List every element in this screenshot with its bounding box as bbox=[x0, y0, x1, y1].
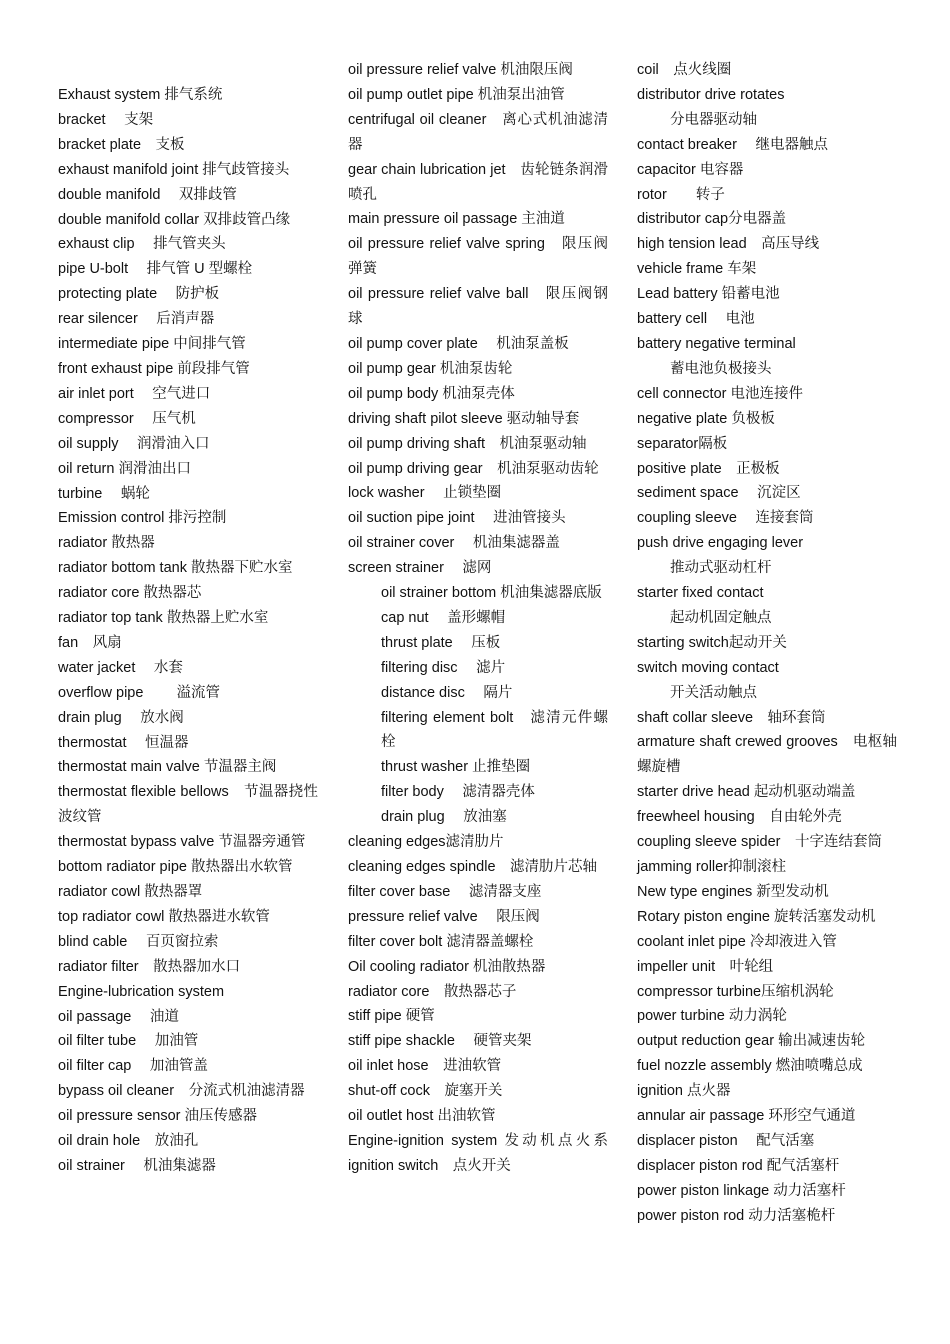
glossary-entry: filtering disc 滤片 bbox=[381, 659, 506, 676]
glossary-entry: distance disc 隔片 bbox=[381, 684, 513, 701]
glossary-entry: filter body 滤清器壳体 bbox=[381, 784, 535, 801]
glossary-entry: displacer piston rod 配气活塞杆 bbox=[637, 1157, 840, 1174]
glossary-entry: intermediate pipe 中间排气管 bbox=[58, 336, 246, 353]
glossary-entry: drain plug 放油塞 bbox=[381, 809, 507, 826]
glossary-entry: cell connector 电池连接件 bbox=[637, 385, 803, 402]
glossary-entry: cleaning edges滤清肋片 bbox=[348, 834, 504, 851]
glossary-entry: output reduction gear 输出减速齿轮 bbox=[637, 1033, 866, 1050]
glossary-entry: 推动式驱动杠杆 bbox=[670, 560, 772, 577]
glossary-entry: power piston linkage 动力活塞杆 bbox=[637, 1182, 846, 1199]
glossary-entry: Rotary piston engine 旋转活塞发动机 bbox=[637, 908, 876, 925]
glossary-entry: double manifold 双排歧管 bbox=[58, 186, 237, 203]
glossary-entry: oil supply 润滑油入口 bbox=[58, 435, 210, 452]
glossary-entry: fan 风扇 bbox=[58, 634, 122, 651]
glossary-entry: oil filter tube 加油管 bbox=[58, 1033, 199, 1050]
glossary-entry: rear silencer 后消声器 bbox=[58, 311, 215, 328]
glossary-entry: oil filter cap 加油管盖 bbox=[58, 1058, 208, 1075]
glossary-entry: rotor 转子 bbox=[637, 186, 725, 203]
glossary-entry: turbine 蜗轮 bbox=[58, 485, 150, 502]
glossary-entry: compressor turbine压缩机涡轮 bbox=[637, 983, 834, 1000]
glossary-entry: thermostat bypass valve 节温器旁通管 bbox=[58, 834, 306, 851]
glossary-column-3 bbox=[637, 58, 897, 1229]
glossary-entry: 开关活动触点 bbox=[670, 684, 757, 701]
glossary-entry: screen strainer 滤网 bbox=[348, 560, 492, 577]
glossary-entry: power piston rod 动力活塞桅杆 bbox=[637, 1207, 836, 1224]
glossary-entry: double manifold collar 双排歧管凸缘 bbox=[58, 211, 291, 228]
glossary-entry: filtering element bolt 滤清元件螺栓 bbox=[381, 709, 608, 751]
glossary-entry: Exhaust system 排气系统 bbox=[58, 87, 223, 103]
glossary-entry: push drive engaging lever bbox=[637, 535, 804, 552]
glossary-entry: oil pressure relief valve spring 限压阀弹簧 bbox=[348, 236, 608, 278]
glossary-entry: radiator 散热器 bbox=[58, 535, 155, 552]
glossary-entry: filter cover bolt 滤清器盖螺栓 bbox=[348, 933, 534, 950]
glossary-entry: oil suction pipe joint 进油管接头 bbox=[348, 510, 566, 527]
glossary-entry: thrust washer 止推垫圈 bbox=[381, 759, 531, 776]
glossary-entry: oil pump driving shaft 机油泵驱动轴 bbox=[348, 435, 587, 452]
glossary-entry: oil strainer cover 机油集滤器盖 bbox=[348, 535, 560, 552]
glossary-entry: positive plate 正极板 bbox=[637, 460, 780, 477]
glossary-entry: oil return 润滑油出口 bbox=[58, 460, 191, 477]
glossary-entry: 蓄电池负极接头 bbox=[670, 360, 772, 377]
glossary-entry: sediment space 沉淀区 bbox=[637, 485, 801, 502]
glossary-entry: shut-off cock 旋塞开关 bbox=[348, 1083, 503, 1100]
glossary-entry: thermostat main valve 节温器主阀 bbox=[58, 759, 277, 776]
glossary-entry: radiator cowl 散热器罩 bbox=[58, 884, 203, 900]
glossary-column-1 bbox=[58, 83, 318, 1179]
glossary-entry: oil pressure relief valve 机油限压阀 bbox=[348, 62, 573, 78]
glossary-entry: thermostat 恒温器 bbox=[58, 734, 189, 751]
glossary-entry: cleaning edges spindle 滤清肋片芯轴 bbox=[348, 859, 598, 875]
glossary-entry: radiator bottom tank 散热器下贮水室 bbox=[58, 560, 293, 577]
glossary-entry: bypass oil cleaner 分流式机油滤清器 bbox=[58, 1083, 305, 1100]
glossary-entry: thermostat flexible bellows 节温器挠性波纹管 bbox=[58, 784, 318, 826]
glossary-entry: oil strainer 机油集滤器 bbox=[58, 1157, 216, 1174]
glossary-entry: air inlet port 空气进口 bbox=[58, 385, 211, 402]
glossary-entry: capacitor 电容器 bbox=[637, 161, 744, 178]
glossary-entry: Emission control 排污控制 bbox=[58, 510, 227, 527]
glossary-entry: radiator core 散热器芯 bbox=[58, 585, 202, 602]
glossary-entry: exhaust clip 排气管夹头 bbox=[58, 236, 226, 253]
glossary-entry: oil strainer bottom 机油集滤器底版 bbox=[381, 585, 602, 602]
glossary-entry: coupling sleeve 连接套筒 bbox=[637, 510, 814, 527]
glossary-entry: gear chain lubrication jet 齿轮链条润滑喷孔 bbox=[348, 161, 608, 203]
glossary-entry: 起动机固定触点 bbox=[670, 609, 772, 626]
glossary-entry: oil pump gear 机油泵齿轮 bbox=[348, 360, 513, 377]
glossary-entry: distributor drive rotates bbox=[637, 86, 785, 103]
glossary-entry: ignition 点火器 bbox=[637, 1083, 731, 1100]
glossary-entry: battery negative terminal bbox=[637, 335, 796, 352]
glossary-entry: Engine-lubrication system bbox=[58, 983, 225, 1000]
glossary-entry: oil pump outlet pipe 机油泵出油管 bbox=[348, 86, 565, 103]
glossary-entry: switch moving contact bbox=[637, 659, 779, 676]
glossary-entry: annular air passage 环形空气通道 bbox=[637, 1108, 856, 1125]
glossary-entry: oil drain hole 放油孔 bbox=[58, 1133, 199, 1150]
glossary-entry: thrust plate 压板 bbox=[381, 634, 501, 651]
glossary-entry: coil 点火线圈 bbox=[637, 62, 732, 78]
glossary-entry: Oil cooling radiator 机油散热器 bbox=[348, 958, 546, 975]
glossary-entry: bracket plate 支板 bbox=[58, 136, 185, 153]
glossary-entry: starter fixed contact bbox=[637, 585, 764, 602]
glossary-entry: oil pump driving gear 机油泵驱动齿轮 bbox=[348, 460, 599, 477]
glossary-entry: compressor 压气机 bbox=[58, 410, 196, 427]
glossary-entry: oil pump cover plate 机油泵盖板 bbox=[348, 335, 569, 352]
glossary-entry: starting switch起动开关 bbox=[637, 634, 787, 651]
glossary-entry: starter drive head 起动机驱动端盖 bbox=[637, 784, 856, 801]
glossary-column-2 bbox=[348, 58, 608, 1179]
glossary-entry: overflow pipe 溢流管 bbox=[58, 684, 220, 701]
glossary-entry: oil pressure relief valve ball 限压阀钢球 bbox=[348, 286, 608, 328]
glossary-entry: top radiator cowl 散热器进水软管 bbox=[58, 908, 270, 925]
glossary-entry: displacer piston 配气活塞 bbox=[637, 1132, 815, 1149]
glossary-entry: New type engines 新型发动机 bbox=[637, 883, 829, 900]
glossary-entry: stiff pipe shackle 硬管夹架 bbox=[348, 1033, 532, 1050]
glossary-entry: jamming roller抑制滚柱 bbox=[637, 859, 787, 875]
glossary-entry: oil passage 油道 bbox=[58, 1008, 179, 1025]
glossary-entry: bracket 支架 bbox=[58, 111, 154, 128]
glossary-entry: stiff pipe 硬管 bbox=[348, 1008, 435, 1025]
glossary-entry: exhaust manifold joint 排气歧管接头 bbox=[58, 161, 290, 178]
glossary-entry: oil outlet host 出油软管 bbox=[348, 1108, 496, 1125]
glossary-entry: water jacket 水套 bbox=[58, 659, 183, 676]
glossary-entry: radiator top tank 散热器上贮水室 bbox=[58, 610, 269, 627]
glossary-entry: filter cover base 滤清器支座 bbox=[348, 883, 542, 900]
glossary-entry: blind cable 百页窗拉索 bbox=[58, 933, 219, 950]
glossary-entry: bottom radiator pipe 散热器出水软管 bbox=[58, 859, 293, 876]
glossary-entry: shaft collar sleeve 轴环套筒 bbox=[637, 709, 826, 726]
glossary-entry: contact breaker 继电器触点 bbox=[637, 136, 828, 153]
glossary-entry: freewheel housing 自由轮外壳 bbox=[637, 809, 842, 826]
glossary-entry: cap nut 盖形螺帽 bbox=[381, 609, 506, 626]
glossary-entry: pressure relief valve 限压阀 bbox=[348, 908, 540, 925]
glossary-entry: battery cell 电池 bbox=[637, 311, 755, 328]
glossary-entry: oil pressure sensor 油压传感器 bbox=[58, 1108, 258, 1125]
glossary-entry: fuel nozzle assembly 燃油喷嘴总成 bbox=[637, 1058, 863, 1075]
glossary-entry: main pressure oil passage 主油道 bbox=[348, 211, 565, 228]
glossary-entry: Engine-ignition system 发动机点火系 ignition switch 点火开关 bbox=[348, 1132, 608, 1174]
glossary-entry: vehicle frame 车架 bbox=[637, 261, 757, 278]
glossary-entry: protecting plate 防护板 bbox=[58, 286, 220, 303]
glossary-entry: front exhaust pipe 前段排气管 bbox=[58, 360, 250, 377]
glossary-entry: impeller unit 叶轮组 bbox=[637, 958, 774, 975]
glossary-entry: lock washer 止锁垫圈 bbox=[348, 485, 502, 502]
glossary-entry: coolant inlet pipe 冷却液进入管 bbox=[637, 933, 837, 950]
glossary-entry: drain plug 放水阀 bbox=[58, 709, 184, 726]
glossary-entry: Lead battery 铅蓄电池 bbox=[637, 286, 780, 303]
glossary-entry: centrifugal oil cleaner 离心式机油滤清器 bbox=[348, 111, 608, 153]
glossary-entry: 分电器驱动轴 bbox=[670, 111, 757, 128]
glossary-entry: coupling sleeve spider 十字连结套筒 bbox=[637, 834, 882, 851]
glossary-entry: separator隔板 bbox=[637, 435, 728, 452]
glossary-entry: radiator filter 散热器加水口 bbox=[58, 958, 241, 975]
glossary-entry: armature shaft crewed grooves 电枢轴螺旋槽 bbox=[637, 734, 897, 776]
glossary-entry: power turbine 动力涡轮 bbox=[637, 1008, 787, 1025]
glossary-entry: pipe U-bolt 排气管 U 型螺栓 bbox=[58, 261, 253, 278]
glossary-entry: negative plate 负极板 bbox=[637, 410, 775, 427]
glossary-entry: driving shaft pilot sleeve 驱动轴导套 bbox=[348, 410, 580, 427]
glossary-entry: high tension lead 高压导线 bbox=[637, 236, 820, 253]
glossary-entry: oil pump body 机油泵壳体 bbox=[348, 385, 515, 402]
glossary-entry: radiator core 散热器芯子 bbox=[348, 983, 517, 1000]
glossary-entry: oil inlet hose 进油软管 bbox=[348, 1058, 502, 1075]
glossary-entry: distributor cap分电器盖 bbox=[637, 211, 787, 228]
